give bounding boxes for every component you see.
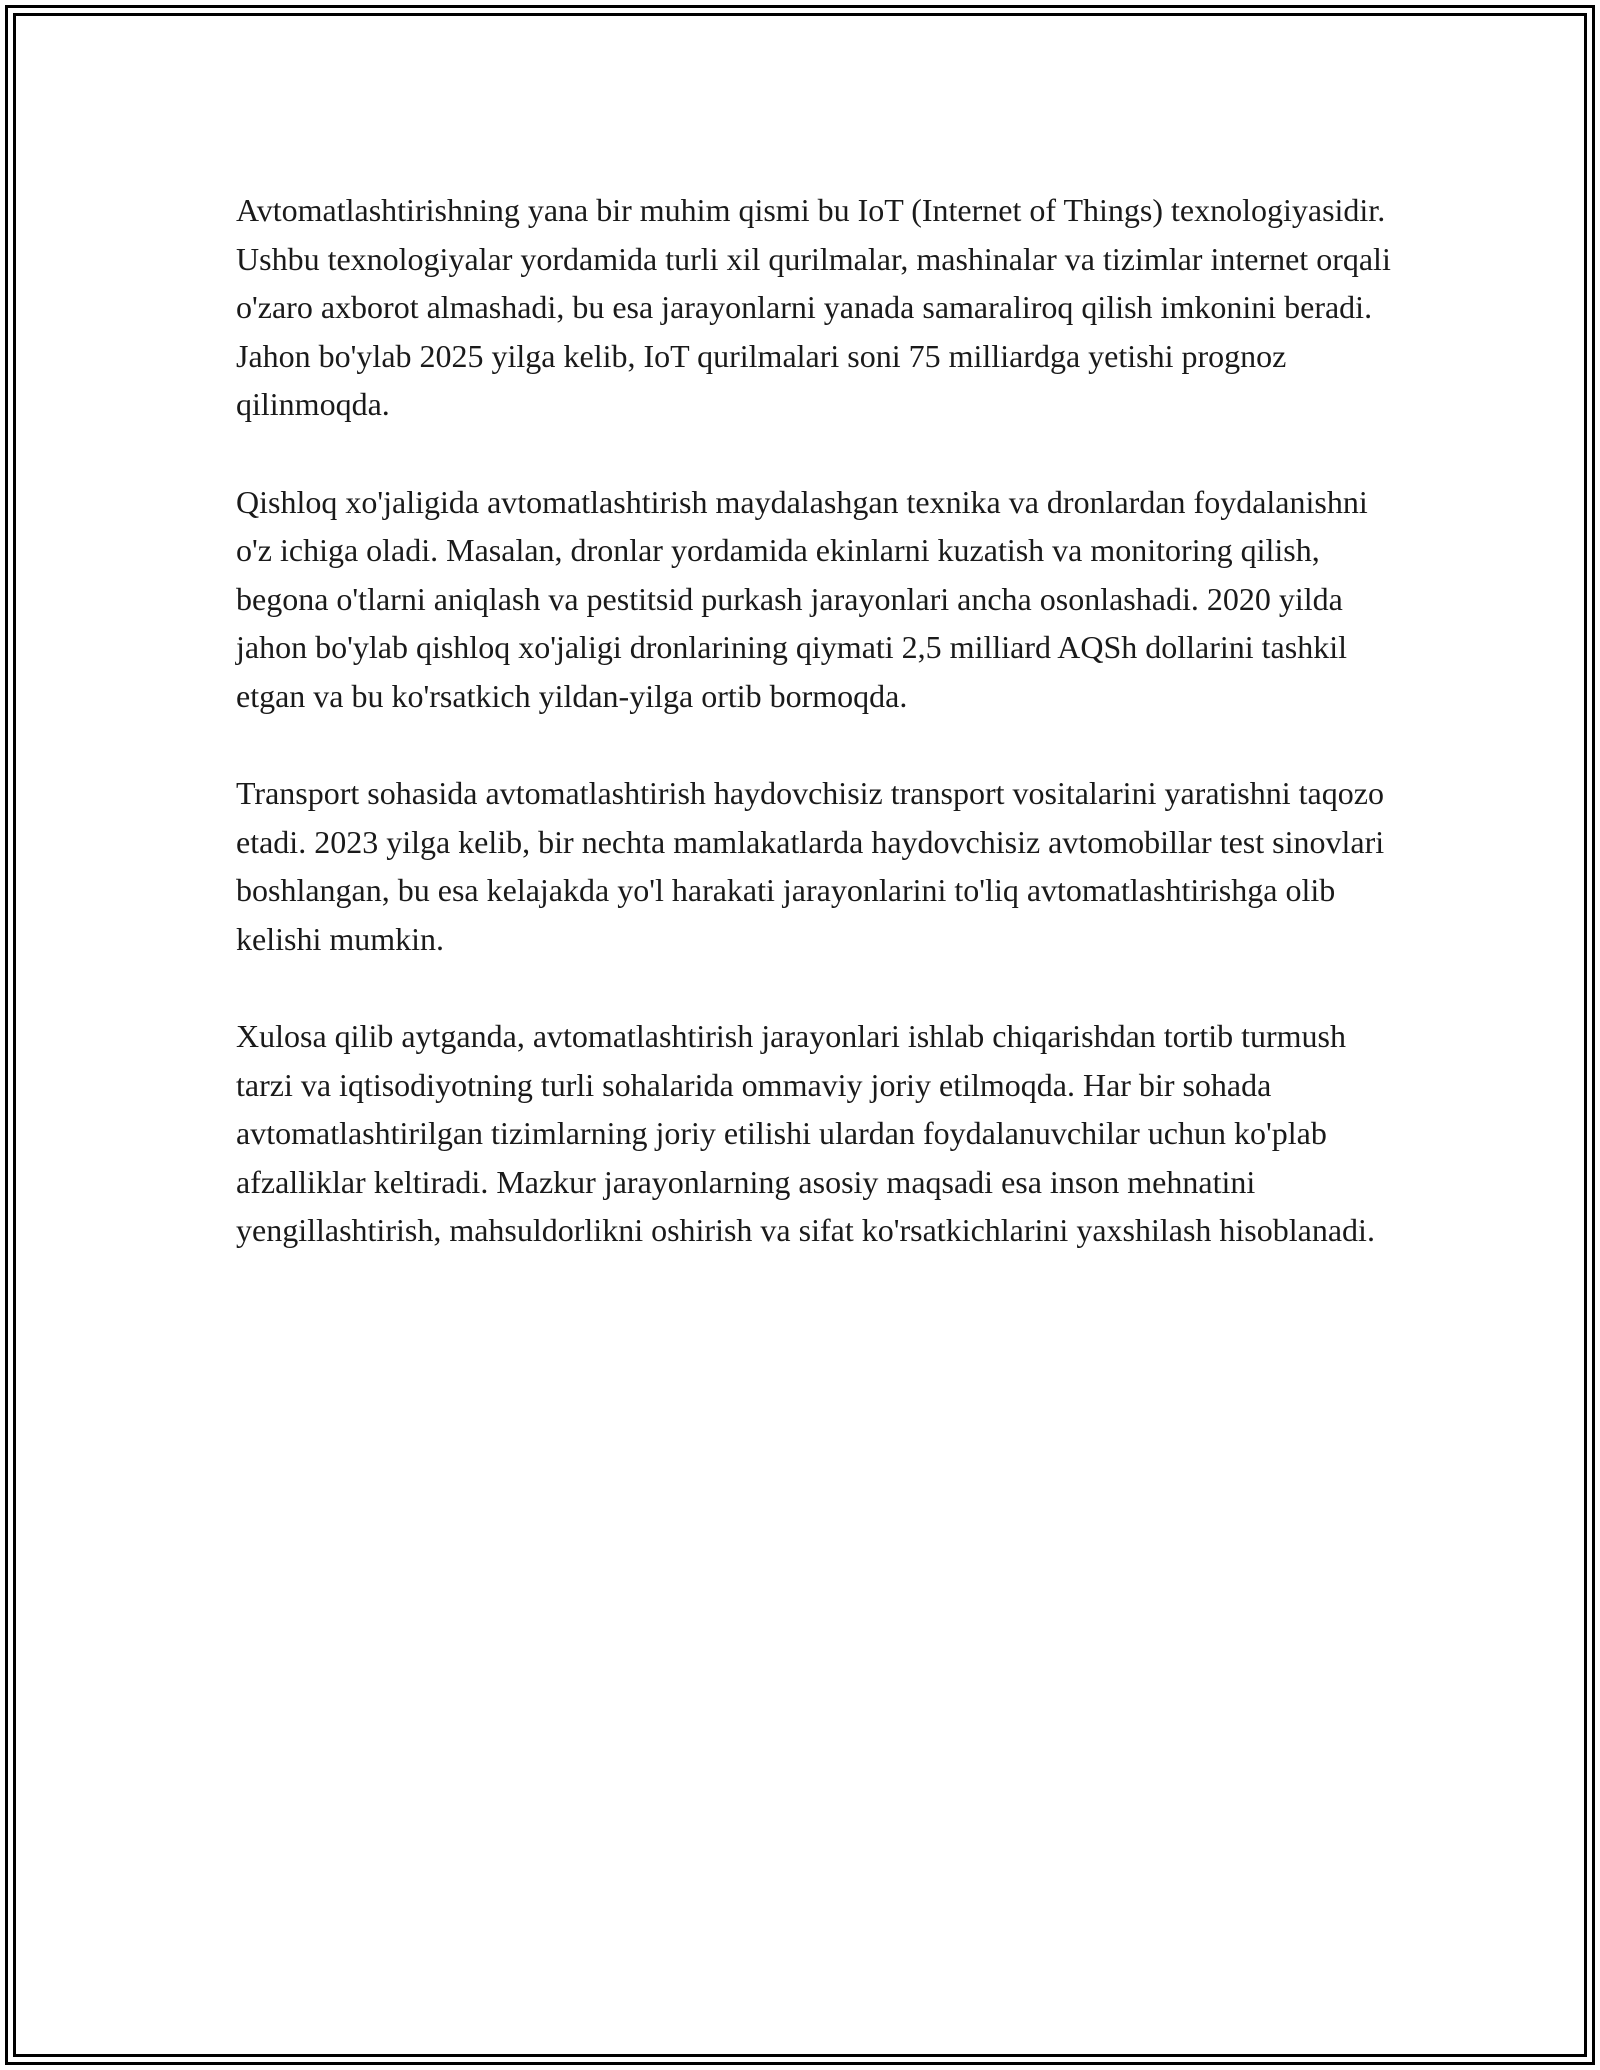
paragraph-conclusion: Xulosa qilib aytganda, avtomatlashtirish jarayonlari ishlab chiqarishdan tortib turmush tarzi va iqtisodiyotning turli sohalarida ommaviy joriy etilmoqda. Har bir sohada avtomatlashtirilgan tizimlarning joriy etilishi ulardan foydalanuvchilar uchun ko'plab afzalliklar keltiradi. Mazkur jarayonlarning asosiy maqsadi esa inson mehnatini yengillashtirish, mahsuldorlikni oshirish va sifat ko'rsatkichlarini yaxshilash hisoblanadi.: [236, 1018, 1375, 1248]
document-body: [236, 186, 1396, 1304]
paragraph-agriculture: Qishloq xo'jaligida avtomatlashtirish maydalashgan texnika va dronlardan foydalanishni o'z ichiga oladi. Masalan, dronlar yordamida ekinlarni kuzatish va monitoring qilish, begona o'tlarni aniqlash va pestitsid purkash jarayonlari ancha osonlashadi. 2020 yilda jahon bo'ylab qishloq xo'jaligi dronlarining qiymati 2,5 milliard AQSh dollarini tashkil etgan va bu ko'rsatkich yildan-yilga ortib bormoqda.: [236, 483, 1368, 714]
paragraph-iot: Avtomatlashtirishning yana bir muhim qismi bu IoT (Internet of Things) texnologiyasidir. Ushbu texnologiyalar yordamida turli xil qurilmalar, mashinalar va tizimlar internet orqali o'zaro axborot almashadi, bu esa jarayonlarni yanada samaraliroq qilish imkonini beradi. Jahon bo'ylab 2025 yilga kelib, IoT qurilmalari soni 75 milliardga yetishi prognoz qilinmoqda.: [236, 192, 1391, 422]
paragraph-transport: Transport sohasida avtomatlashtirish haydovchisiz transport vositalarini yaratishni taqozo etadi. 2023 yilga kelib, bir nechta mamlakatlarda haydovchisiz avtomobillar test sinovlari boshlangan, bu esa kelajakda yo'l harakati jarayonlarini to'liq avtomatlashtirishga olib kelishi mumkin.: [236, 775, 1385, 957]
